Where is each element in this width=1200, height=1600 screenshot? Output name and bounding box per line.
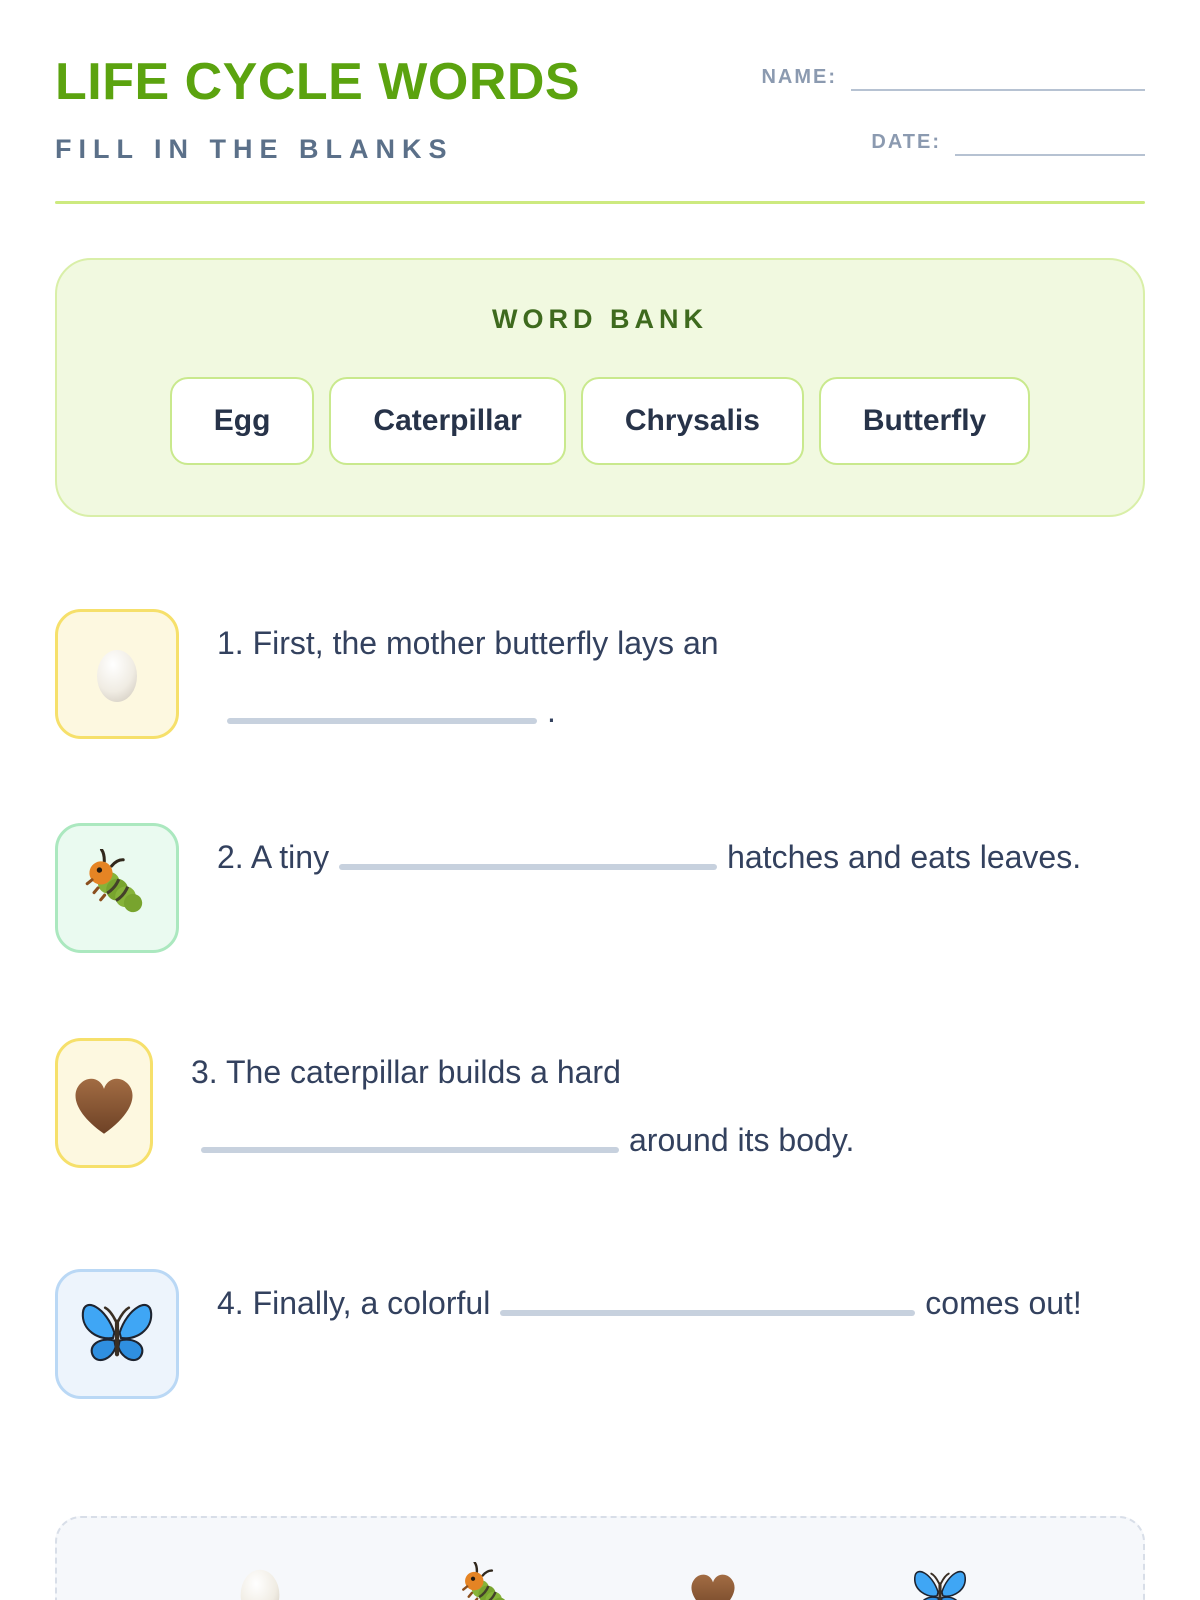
question-3-blank[interactable]	[201, 1147, 619, 1153]
word-chip-chrysalis: Chrysalis	[581, 377, 804, 465]
word-chip-caterpillar: Caterpillar	[329, 377, 565, 465]
question-row-3	[55, 1038, 1145, 1174]
question-1-text	[217, 609, 1137, 745]
question-2-seg2: hatches and eats leaves.	[727, 839, 1082, 875]
name-label: NAME:	[761, 66, 837, 88]
question-3-seg1: 3. The caterpillar builds a hard	[191, 1054, 621, 1090]
word-chip-egg: Egg	[170, 377, 315, 465]
page-subtitle: FILL IN THE BLANKS	[55, 134, 454, 164]
question-2-icon-box	[55, 823, 179, 953]
name-input-line[interactable]	[851, 71, 1145, 91]
question-4-seg1: 4. Finally, a colorful	[217, 1285, 491, 1321]
caterpillar-icon	[78, 849, 156, 927]
word-chip-butterfly: Butterfly	[819, 377, 1030, 465]
brown-heart-icon	[63, 1062, 145, 1144]
questions-section	[55, 609, 1145, 1399]
question-1-seg2: .	[547, 693, 556, 729]
butterfly-icon	[75, 1292, 159, 1376]
brown-heart-icon	[682, 1562, 744, 1600]
date-label: DATE:	[871, 131, 941, 153]
caterpillar-icon	[456, 1562, 518, 1600]
header	[55, 52, 1145, 165]
question-row-4	[55, 1269, 1145, 1399]
date-input-line[interactable]	[955, 136, 1145, 156]
question-1-icon-box	[55, 609, 179, 739]
question-1-seg1: 1. First, the mother butterfly lays an	[217, 625, 719, 661]
footer-emoji-strip	[55, 1516, 1145, 1600]
question-row-1	[55, 609, 1145, 745]
date-field-row	[750, 131, 1145, 156]
word-bank-chips	[97, 377, 1103, 465]
header-titles	[55, 52, 580, 165]
question-3-icon-box	[55, 1038, 153, 1168]
question-4-blank[interactable]	[500, 1310, 915, 1316]
question-3-text	[191, 1038, 1111, 1174]
question-2-blank[interactable]	[339, 864, 717, 870]
page-title: LIFE CYCLE WORDS	[55, 53, 581, 111]
word-bank	[55, 258, 1145, 517]
butterfly-icon	[909, 1562, 971, 1600]
question-2-text	[217, 823, 1137, 891]
egg-icon	[85, 642, 149, 706]
question-1-blank[interactable]	[227, 718, 537, 724]
question-4-text	[217, 1269, 1137, 1337]
header-divider	[55, 201, 1145, 204]
question-2-seg1: 2. A tiny	[217, 839, 330, 875]
word-bank-title: WORD BANK	[492, 304, 708, 334]
header-fields	[750, 66, 1145, 156]
name-field-row	[750, 66, 1145, 91]
question-4-seg2: comes out!	[925, 1285, 1082, 1321]
question-4-icon-box	[55, 1269, 179, 1399]
question-3-seg2: around its body.	[629, 1122, 855, 1158]
egg-icon	[229, 1562, 291, 1600]
question-row-2	[55, 823, 1145, 953]
